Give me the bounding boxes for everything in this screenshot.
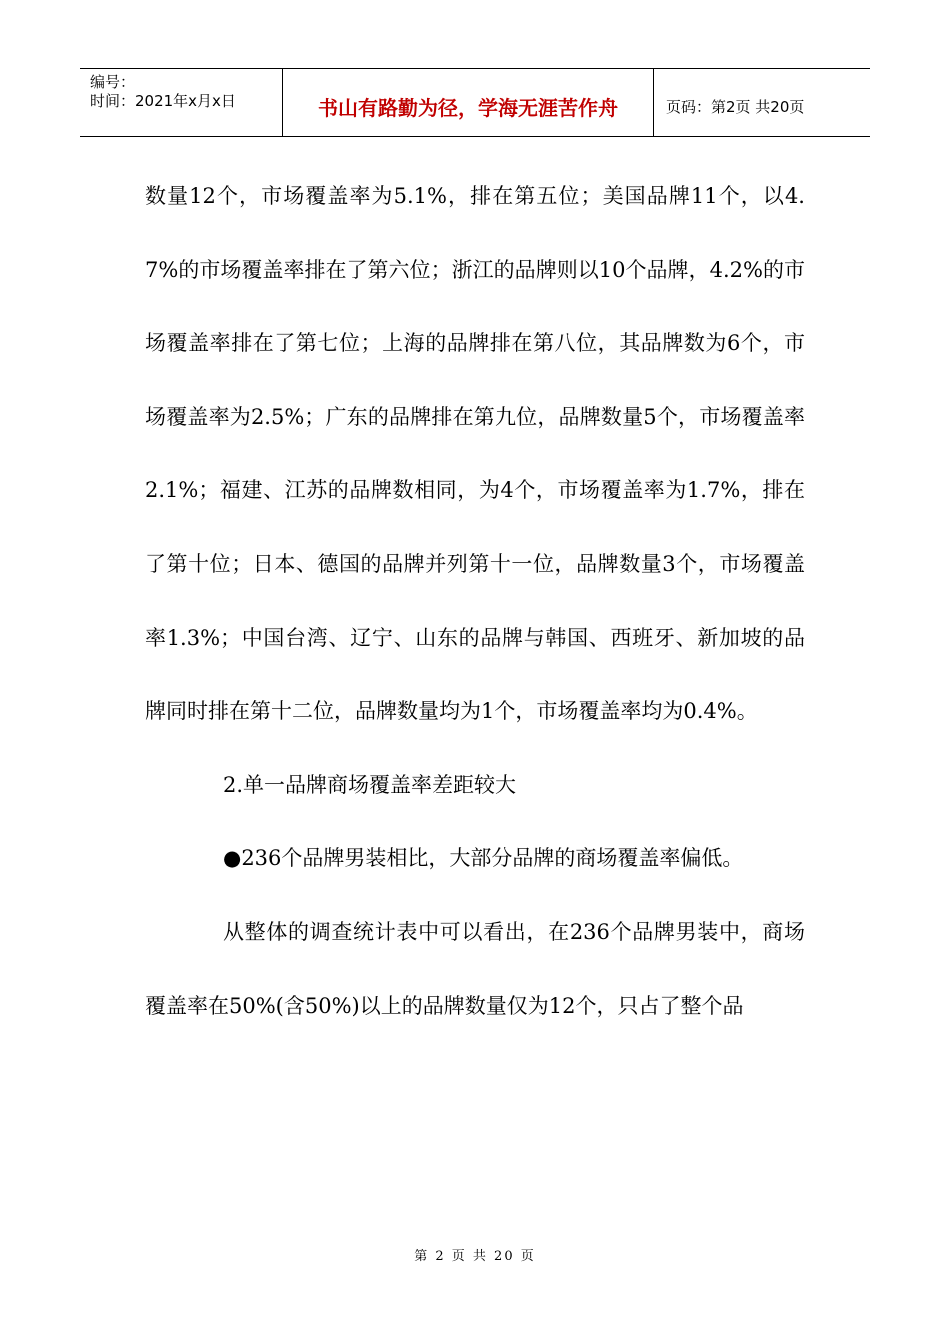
document-body: [145, 160, 805, 1043]
body-paragraph: 数量12个，市场覆盖率为5.1%，排在第五位；美国品牌11个，以4.7%的市场覆盖率排在了第六位；浙江的品牌则以10个品牌，4.2%的市场覆盖率排在了第七位；上海的品牌排在第八位，其品牌数为6个，市场覆盖率为2.5%；广东的品牌排在第九位，品牌数量5个，市场覆盖率2.1%；福建、江苏的品牌数相同，为4个，市场覆盖率为1.7%，排在了第十位；日本、德国的品牌并列第十一位，品牌数量3个，市场覆盖率1.3%；中国台湾、辽宁、山东的品牌与韩国、西班牙、新加坡的品牌同时排在第十二位，品牌数量均为1个，市场覆盖率均为0.4%。: [145, 184, 805, 724]
body-paragraph: 从整体的调查统计表中可以看出，在236个品牌男装中，商场覆盖率在50%(含50%)以上的品牌数量仅为12个，只占了整个品: [145, 919, 805, 1018]
bullet-paragraph: ●236个品牌男装相比，大部分品牌的商场覆盖率偏低。: [223, 846, 744, 871]
document-number-label: 编号：: [90, 73, 136, 91]
header-motto: [282, 69, 654, 136]
header-meta: [80, 69, 282, 136]
document-time-label: 时间：2021年x月x日: [90, 92, 236, 110]
motto-text: 书山有路勤为径，学海无涯苦作舟: [318, 96, 618, 120]
footer-page-number: 第 2 页 共 20 页: [414, 1249, 536, 1264]
page-header: [80, 68, 870, 137]
page-footer: [0, 1245, 950, 1264]
header-page-info: [654, 69, 870, 136]
page-info-text: 页码：第2页 共20页: [666, 98, 805, 116]
section-heading: 2.单一品牌商场覆盖率差距较大: [223, 772, 517, 797]
